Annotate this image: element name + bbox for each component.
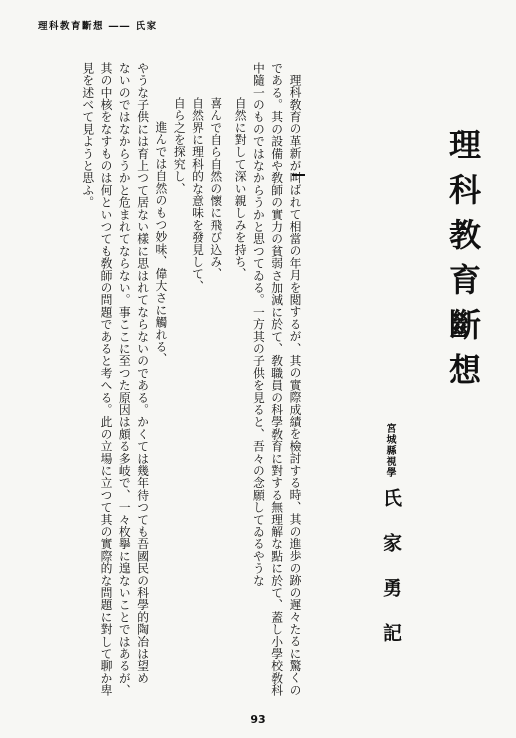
- text-line: 見を述べて見ようと思ふ。: [80, 62, 95, 209]
- text-line: 喜んで自ら自然の懷に飛び込み、: [208, 97, 223, 281]
- body-text: [78, 62, 304, 697]
- author-name: 氏家勇記: [380, 488, 402, 668]
- page-number: 93: [250, 713, 266, 726]
- text-line: 中隨一のものではなからうかと思つてゐる。一方其の子供を見ると、吾々の念願してゐるやうな: [251, 62, 266, 587]
- article-title: 理科教育斷想: [444, 128, 482, 398]
- author-affiliation: 宮城縣視學: [384, 423, 395, 478]
- text-line: 理科敎育の革新が叫ばれて相當の年月を閲するが、其の實際成績を檢討する時、其の進歩の跡の遲々たるに驚くの: [288, 73, 302, 696]
- running-head: 理科教育斷想 ―― 氏家: [38, 21, 158, 32]
- text-line: 其の中核をなすものは何といつても敎師の問題であると考へる。此の立場に立つて其の實際的な問題に對して聊か卑: [99, 62, 114, 697]
- text-line: 自然に對して深い親しみを持ち、: [233, 97, 248, 281]
- text-line: 進んでは自然のもつ妙味、偉大さに觸れる、: [153, 121, 168, 365]
- text-line: である。其の設備や敎師の實力の貧弱さ加減に於て、敎職員の科學敎育に對する無理解な點に於て、蓋し小學校敎科: [269, 62, 284, 697]
- text-line: やうな子供には育上つて居ない樣に思はれてならないのである。かくては幾年待つても吾國民の科學的陶冶は望め: [135, 62, 150, 685]
- text-line: 自ら之を探究し、: [172, 97, 187, 195]
- text-line: ないのではなからうかと危まれてならない。事ここに至つた原因は頗る多岐で、一々枚擧に遑ないことではあるが、: [117, 62, 132, 697]
- text-line: 自然界に理科的な意味を發見して、: [190, 97, 205, 293]
